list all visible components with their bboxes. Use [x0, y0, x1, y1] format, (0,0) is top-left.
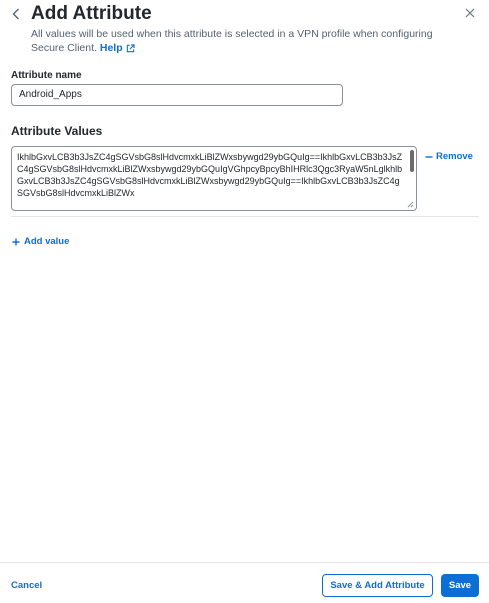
- divider: [11, 216, 479, 217]
- description-text: All values will be used when this attribute is selected in a VPN profile when configuring Secure Client.: [31, 28, 433, 54]
- save-and-add-attribute-button[interactable]: Save & Add Attribute: [322, 574, 433, 597]
- external-link-icon: [126, 44, 135, 53]
- chevron-left-icon: [12, 8, 20, 20]
- page-title: Add Attribute: [31, 3, 152, 24]
- attribute-value-text: IkhlbGxvLCB3b3JsZC4gSGVsbG8slHdvcmxkLiBlZWxsbywgd29ybGQuIg==IkhlbGxvLCB3b3JsZC4gSGVsbG8slHdvcmxkLiBlZWxsbywgd29ybGQuIgVGhpcyBpcyBhIHRlc3Qgc3RyaW5nLglkhlbGxvLCB3b3JsZC4gSGVsbG8slHdvcmxkLiBlZWxsbywgd29ybGQuIg==IkhlbGxvLCB3b3JsZC4gSGVsbG8slHdvcmxkLiBlZWx: [17, 152, 403, 198]
- dialog-header: [0, 0, 489, 60]
- save-button[interactable]: Save: [441, 574, 479, 597]
- textarea-scrollbar[interactable]: [410, 150, 414, 172]
- help-link[interactable]: [100, 42, 135, 54]
- attribute-value-textarea[interactable]: [11, 146, 417, 211]
- description: [31, 27, 451, 55]
- plus-icon: [12, 238, 20, 246]
- attribute-name-label: Attribute name: [11, 70, 82, 81]
- close-icon: [465, 8, 475, 18]
- back-button[interactable]: [9, 6, 23, 22]
- attribute-values-title: Attribute Values: [11, 124, 103, 138]
- attribute-name-input[interactable]: Android_Apps: [11, 84, 343, 106]
- help-label: Help: [99, 42, 123, 54]
- close-button[interactable]: [465, 5, 479, 19]
- cancel-button[interactable]: Cancel: [11, 580, 43, 591]
- add-value-button[interactable]: [12, 236, 69, 247]
- add-value-label: Add value: [24, 236, 70, 247]
- resize-grip-icon[interactable]: [407, 201, 414, 208]
- remove-value-button[interactable]: [425, 151, 473, 162]
- remove-label: Remove: [436, 151, 473, 162]
- minus-icon: [425, 153, 433, 161]
